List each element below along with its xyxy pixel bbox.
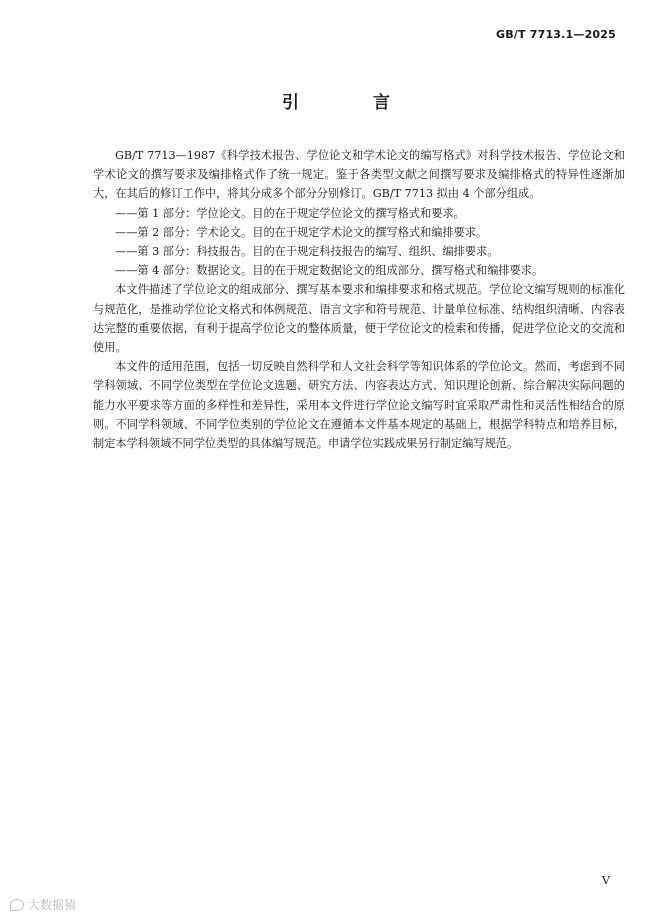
watermark-logo-icon bbox=[10, 899, 24, 911]
page-number: V bbox=[602, 874, 610, 887]
paragraph-scope: 本文件的适用范围，包括一切反映自然科学和人文社会科学等知识体系的学位论文。然而，考虑到不同学科领域、不同学位类型在学位论文选题、研究方法、内容表达方式、知识理论创新、综合解决实际问题的能力水平要求等方面的多样性和差异性，采用本文件进行学位论文编写时宜采取严肃性和灵活性相结合的原则。不同学科领域、不同学位类别的学位论文在遵循本文件基本规定的基础上，根据学科特点和培养目标，制定本学科领域不同学位类型的具体编写规范。申请学位实践成果另行制定编写规范。 bbox=[93, 360, 625, 451]
document-code: GB/T 7713.1—2025 bbox=[495, 28, 616, 41]
section-title: 引 言 bbox=[282, 93, 424, 113]
watermark-text: 大数据猿 bbox=[28, 898, 77, 912]
list-item-part-3: ——第 3 部分：科技报告。目的在于规定科技报告的编写、组织、编排要求。 bbox=[115, 245, 499, 259]
list-item-part-2: ——第 2 部分：学术论文。目的在于规定学术论文的撰写格式和编排要求。 bbox=[115, 225, 488, 239]
watermark bbox=[10, 896, 76, 913]
list-item-part-1: ——第 1 部分：学位论文。目的在于规定学位论文的撰写格式和要求。 bbox=[115, 206, 465, 220]
paragraph-intro: GB/T 7713—1987《科学技术报告、学位论文和学术论文的编写格式》对科学技术报告、学位论文和学术论文的撰写要求及编排格式作了统一规定。鉴于各类型文献之间撰写要求及编排格式的特异性逐渐加大，在其后的修订工作中，将其分成多个部分分别修订。GB/T 7713 拟由 4 个部分组成。 bbox=[93, 149, 625, 201]
body-text bbox=[93, 146, 625, 453]
list-item-part-4: ——第 4 部分：数据论文。目的在于规定数据论文的组成部分、撰写格式和编排要求。 bbox=[115, 264, 544, 278]
paragraph-description: 本文件描述了学位论文的组成部分、撰写基本要求和编排要求和格式规范。学位论文编写规则的标准化与规范化，是推动学位论文格式和体例规范、语言文字和符号规范、计量单位标准、结构组织清晰、内容表达完整的重要依据，有利于提高学位论文的整体质量，便于学位论文的检索和传播，促进学位论文的交流和使用。 bbox=[93, 283, 625, 355]
